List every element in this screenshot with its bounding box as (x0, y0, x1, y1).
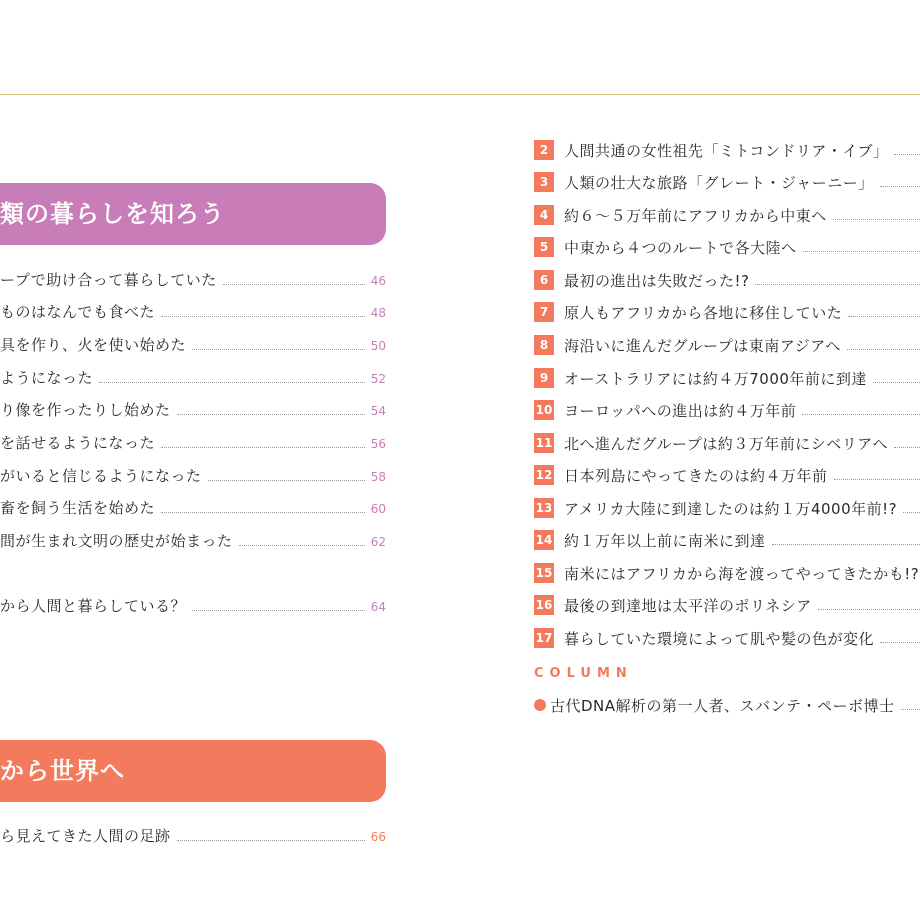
toc-page-number: 64 (370, 600, 386, 614)
toc-page-number: 58 (370, 470, 386, 484)
top-gold-rule (0, 94, 920, 95)
toc-row[interactable] (0, 527, 386, 551)
dot-leader (873, 382, 920, 383)
chapter-item[interactable] (534, 528, 920, 552)
chapter-title: ヨーロッパへの進出は約４万年前 (564, 401, 797, 420)
chapter-number-badge: 8 (534, 335, 554, 355)
column-item[interactable] (534, 693, 920, 717)
chapter-item[interactable] (534, 333, 920, 357)
toc-row[interactable] (0, 462, 386, 486)
dot-leader (772, 544, 920, 545)
toc-page-number: 56 (370, 437, 386, 451)
chapter-title: 中東から４つのルートで各大陸へ (564, 238, 797, 257)
chapter-title: 人間共通の女性祖先「ミトコンドリア・イブ」 (564, 141, 889, 160)
toc-row[interactable] (0, 822, 386, 846)
chapter-item[interactable] (534, 268, 920, 292)
dot-leader (239, 545, 365, 546)
dot-leader (99, 382, 365, 383)
dot-leader (161, 512, 365, 513)
toc-title: から人間と暮らしている？ (0, 597, 187, 615)
dot-leader (192, 349, 365, 350)
dot-leader (833, 219, 920, 220)
chapter-number-badge: 12 (534, 465, 554, 485)
toc-row[interactable] (0, 331, 386, 355)
chapter-item[interactable] (534, 626, 920, 650)
dot-leader (223, 284, 365, 285)
chapter-number-badge: 4 (534, 205, 554, 225)
toc-page-number: 50 (370, 339, 386, 353)
toc-title: 間が生まれ文明の歴史が始まった (0, 532, 233, 550)
toc-title: り像を作ったりし始めた (0, 401, 171, 419)
toc-title: がいると信じるようになった (0, 467, 202, 485)
dot-leader (818, 609, 920, 610)
chapter-title: 人類の壮大な旅路「グレート・ジャーニー」 (564, 173, 874, 192)
column-title: 古代DNA解析の第一人者、スバンテ・ペーボ博士 (550, 696, 895, 715)
dot-leader (161, 316, 365, 317)
dot-leader (755, 284, 920, 285)
chapter-item[interactable] (534, 138, 920, 162)
chapter-item[interactable] (534, 398, 920, 422)
dot-leader (847, 349, 920, 350)
toc-row[interactable] (0, 396, 386, 420)
dot-leader (834, 479, 920, 480)
chapter-title: アメリカ大陸に到達したのは約１万4000年前!? (564, 499, 898, 518)
dot-leader (894, 154, 920, 155)
toc-page-number: 52 (370, 372, 386, 386)
chapter-title: 原人もアフリカから各地に移住していた (564, 303, 843, 322)
chapter-number-badge: 10 (534, 400, 554, 420)
section-band-2-title: から世界へ (0, 757, 125, 785)
dot-leader (901, 709, 920, 710)
dot-leader (848, 316, 920, 317)
dot-leader (880, 642, 920, 643)
section-band-1 (0, 183, 386, 245)
toc-page-number: 62 (370, 535, 386, 549)
dot-leader (208, 480, 365, 481)
dot-leader (880, 186, 920, 187)
toc-page-number: 46 (370, 274, 386, 288)
dot-leader (177, 840, 365, 841)
toc-title: を話せるようになった (0, 434, 156, 452)
toc-row[interactable] (0, 592, 386, 616)
dot-leader (803, 251, 920, 252)
toc-title: ようになった (0, 369, 94, 387)
column-label: COLUMN (534, 666, 633, 681)
section-band-2 (0, 740, 386, 802)
chapter-number-badge: 7 (534, 302, 554, 322)
chapter-item[interactable] (534, 366, 920, 390)
chapter-number-badge: 13 (534, 498, 554, 518)
chapter-number-badge: 15 (534, 563, 554, 583)
chapter-number-badge: 2 (534, 140, 554, 160)
toc-row[interactable] (0, 429, 386, 453)
chapter-item[interactable] (534, 170, 920, 194)
chapter-item[interactable] (534, 203, 920, 227)
toc-row[interactable] (0, 494, 386, 518)
dot-leader (192, 610, 365, 611)
toc-title: 具を作り、火を使い始めた (0, 336, 187, 354)
chapter-number-badge: 5 (534, 237, 554, 257)
toc-title: ものはなんでも食べた (0, 303, 156, 321)
toc-page-number: 54 (370, 404, 386, 418)
toc-page-number: 48 (370, 306, 386, 320)
chapter-title: 暮らしていた環境によって肌や髪の色が変化 (564, 629, 875, 648)
bullet-dot-icon (534, 699, 546, 711)
chapter-item[interactable] (534, 300, 920, 324)
chapter-number-badge: 9 (534, 368, 554, 388)
chapter-number-badge: 17 (534, 628, 554, 648)
toc-title: 畜を飼う生活を始めた (0, 499, 156, 517)
chapter-number-badge: 6 (534, 270, 554, 290)
toc-page-number: 60 (370, 502, 386, 516)
chapter-title: 南米にはアフリカから海を渡ってやってきたかも!? (564, 564, 920, 583)
chapter-title: 北へ進んだグループは約３万年前にシベリアへ (564, 434, 889, 453)
toc-page-number: 66 (370, 830, 386, 844)
dot-leader (894, 447, 920, 448)
chapter-title: 日本列島にやってきたのは約４万年前 (564, 466, 828, 485)
chapter-number-badge: 11 (534, 433, 554, 453)
chapter-title: 約６〜５万年前にアフリカから中東へ (564, 206, 827, 225)
dot-leader (802, 414, 920, 415)
chapter-number-badge: 14 (534, 530, 554, 550)
chapter-item[interactable] (534, 431, 920, 455)
chapter-title: 約１万年以上前に南米に到達 (564, 531, 766, 550)
dot-leader (161, 447, 365, 448)
chapter-item[interactable] (534, 593, 920, 617)
chapter-number-badge: 16 (534, 595, 554, 615)
chapter-title: 海沿いに進んだグループは東南アジアへ (564, 336, 841, 355)
toc-title: ら見えてきた人間の足跡 (0, 827, 171, 845)
chapter-title: オーストラリアには約４万7000年前に到達 (564, 369, 867, 388)
dot-leader (903, 512, 920, 513)
toc-row[interactable] (0, 298, 386, 322)
toc-title: ープで助け合って暮らしていた (0, 271, 217, 289)
chapter-item[interactable] (534, 561, 920, 585)
chapter-title: 最後の到達地は太平洋のポリネシア (564, 596, 812, 615)
chapter-item[interactable] (534, 496, 920, 520)
chapter-item[interactable] (534, 235, 920, 259)
toc-row[interactable] (0, 364, 386, 388)
dot-leader (177, 414, 365, 415)
section-band-1-title: 類の暮らしを知ろう (0, 200, 225, 228)
chapter-item[interactable] (534, 463, 920, 487)
chapter-number-badge: 3 (534, 172, 554, 192)
toc-row[interactable] (0, 266, 386, 290)
chapter-title: 最初の進出は失敗だった!? (564, 271, 750, 290)
